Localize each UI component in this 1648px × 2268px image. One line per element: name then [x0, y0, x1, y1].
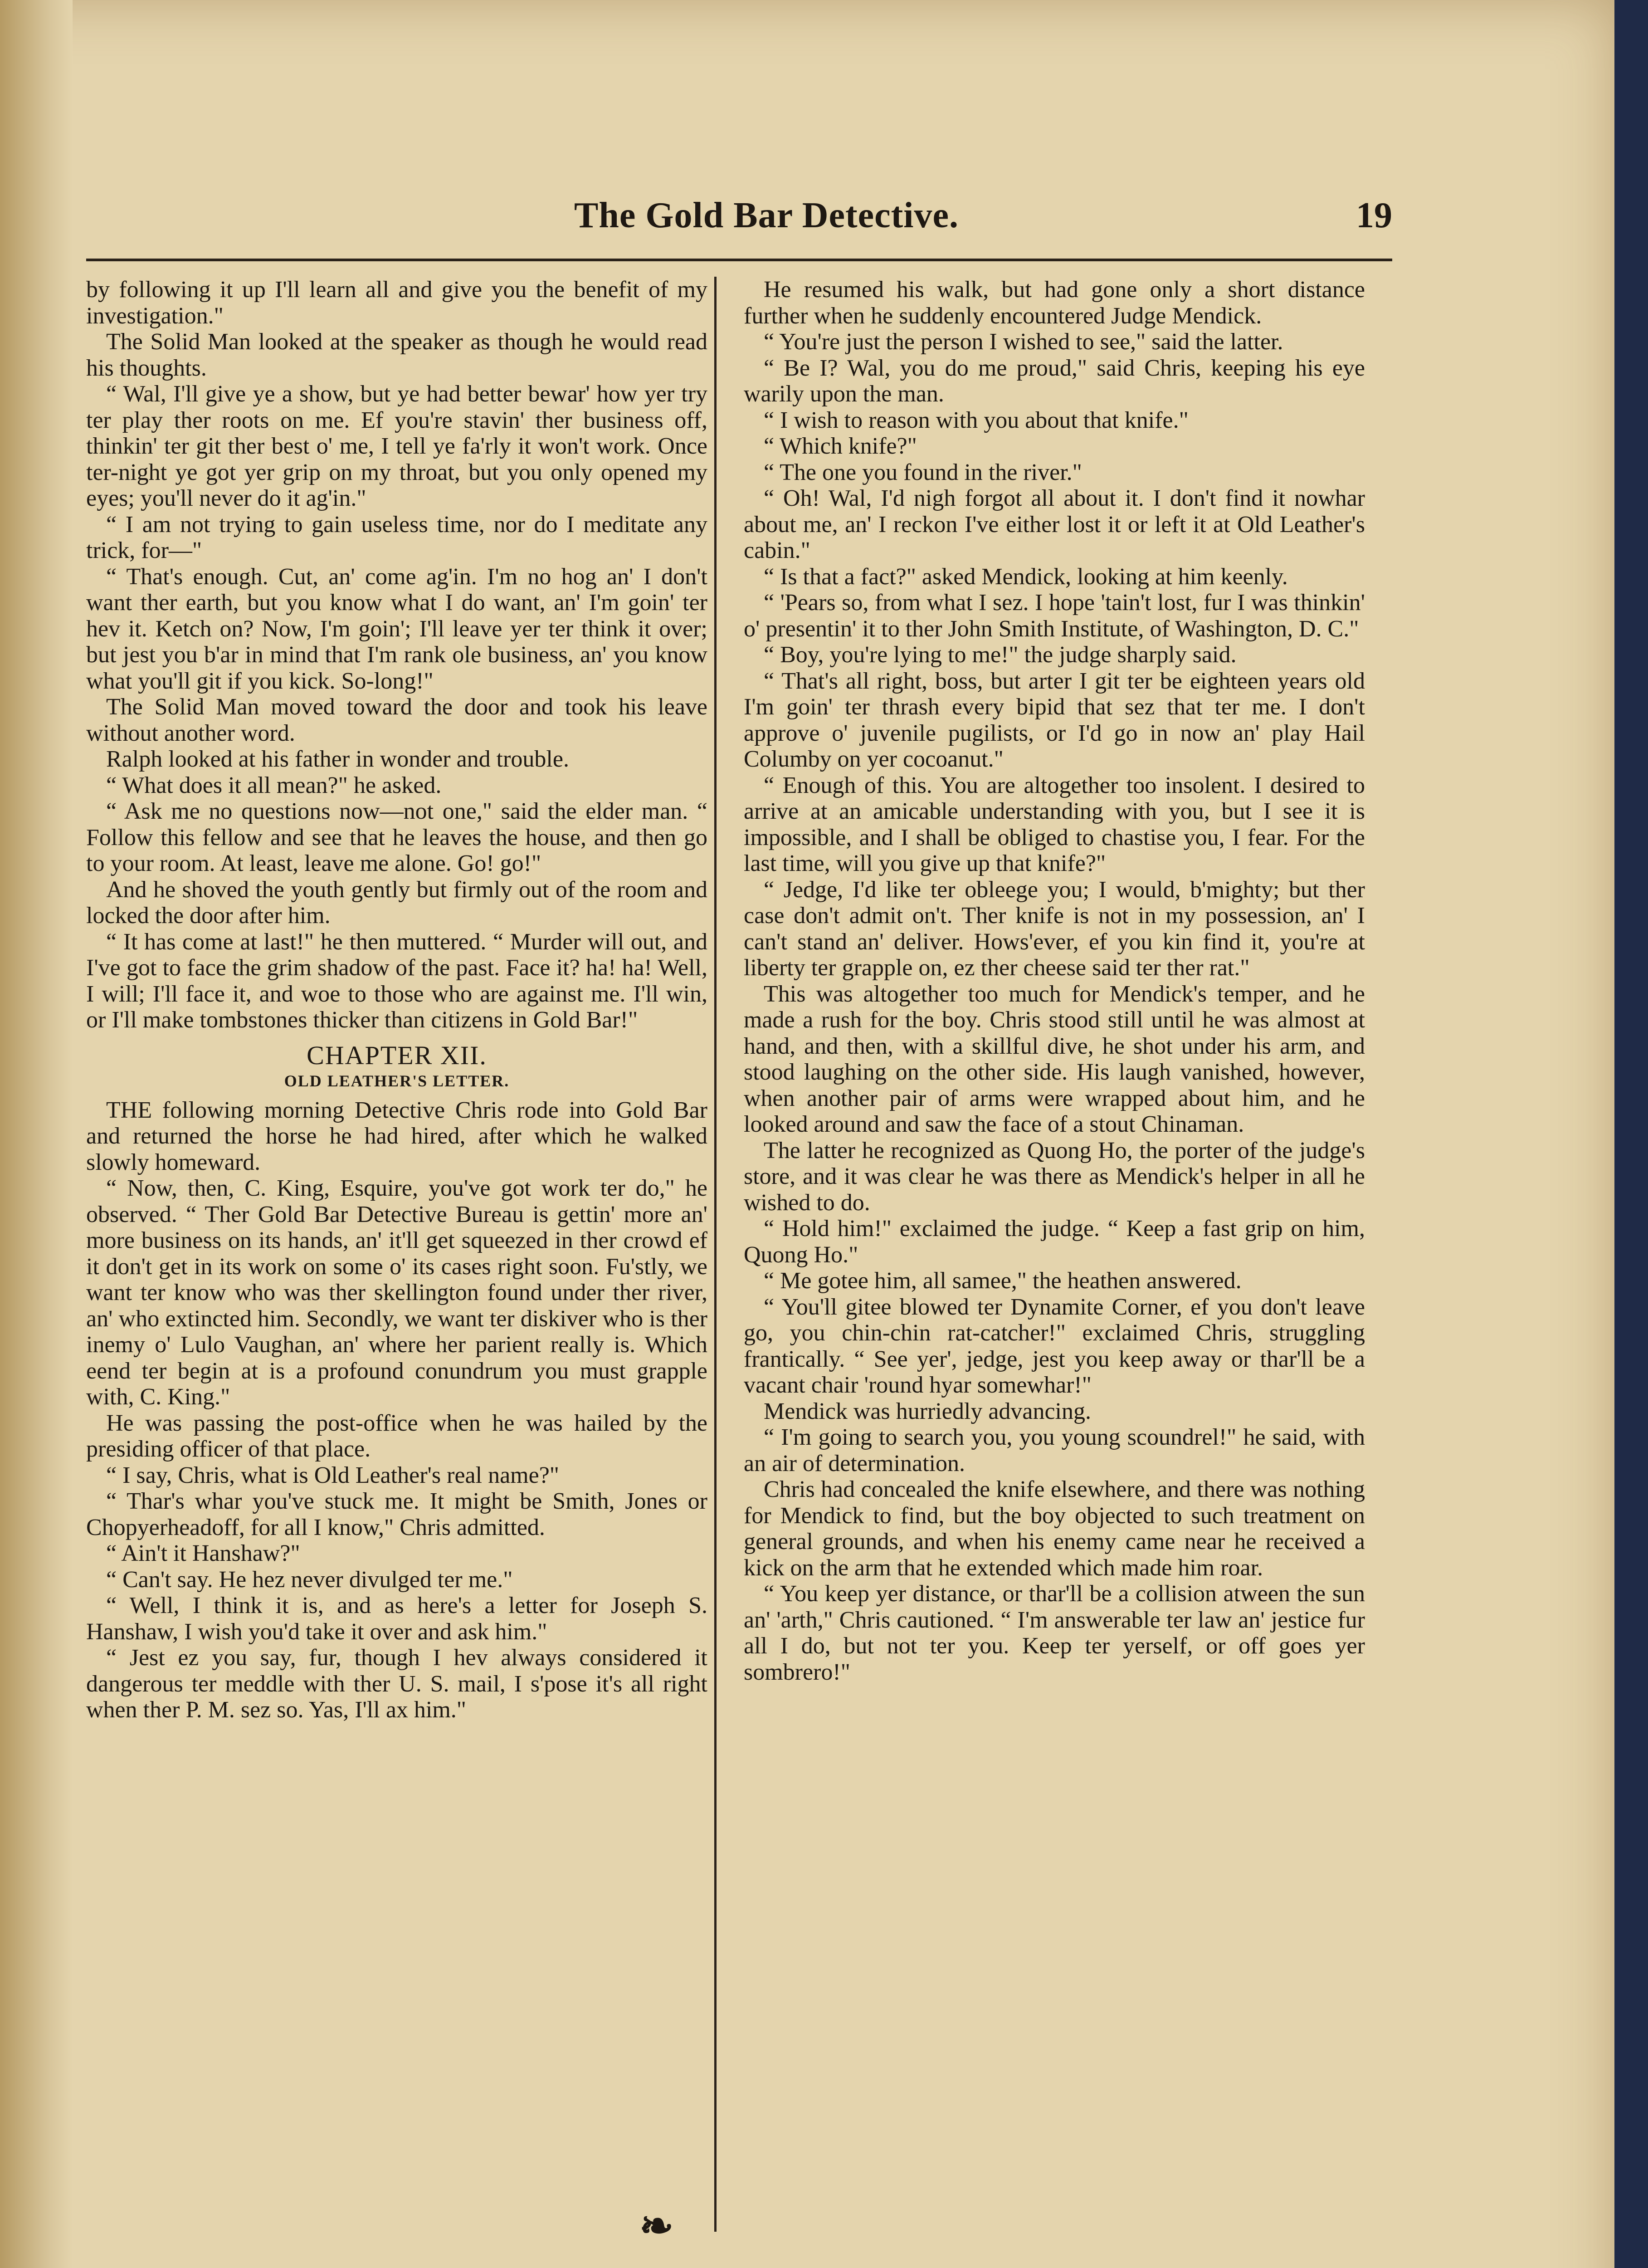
paragraph: Ralph looked at his father in wonder and trouble.: [106, 746, 569, 772]
paragraph: “ Jest ez you say, fur, though I hev always considered it dangerous ter meddle with ther U. S. mail, I s'pose it's all right when ther P. M. sez so. Yas, I'll ax him.": [86, 1645, 707, 1723]
paragraph: “ Wal, I'll give ye a show, but ye had better bewar' how yer try ter play ther roots on me. Ef you're stavin' ther business off, thinkin' ter git ther best o' me, I tell ye fa'rly it won't work. Once ter-night ye got yer grip on my throat, but you only opened my eyes; you'll never do it ag'in.": [86, 381, 707, 511]
paragraph: by following it up I'll learn all and give you the benefit of my investigation.": [86, 277, 707, 329]
paragraph: Chris had concealed the knife elsewhere, and there was nothing for Mendick to find, but the boy objected to such treatment on general grounds, and when his enemy came near he received a kick on the arm that he extended which made him roar.: [744, 1476, 1365, 1581]
paragraph: “ 'Pears so, from what I sez. I hope 'tain't lost, fur I was thinkin' o' presentin' it to ther John Smith Institute, of Washington, D. C.": [744, 590, 1365, 642]
paragraph: “ Be I? Wal, you do me proud," said Chris, keeping his eye warily upon the man.: [744, 355, 1365, 407]
paragraph: “ Now, then, C. King, Esquire, you've got work ter do," he observed. “ Ther Gold Bar Detective Bureau is gettin' more an' more business on its hands, an' it'll get squeezed in ther crowd ef it don't get in its work on some o' its cases right soon. Fu'stly, we want ter know who was ther skellington found under ther river, an' who extincted him. Secondly, we want ter diskiver who is ther inemy o' Lulo Vaughan, an' where her parient really is. Which eend ter begin at is a profound conundrum you must grapple with, C. King.": [86, 1175, 707, 1410]
paragraph: This was altogether too much for Mendick's temper, and he made a rush for the boy. Chris stood still until he was almost at hand, and then, with a skillful dive, he shot under his arm, and stood laughing on the other side. His laugh vanished, however, when another pair of arms were wrapped about him, and he looked around and saw the face of a stout Chinaman.: [744, 981, 1365, 1137]
right-column: [744, 277, 1365, 1685]
page-title: The Gold Bar Detective.: [574, 196, 959, 235]
paragraph: “ Which knife?": [764, 433, 917, 459]
paragraph: THE following morning Detective Chris rode into Gold Bar and returned the horse he had hired, after which he walked slowly homeward.: [86, 1097, 707, 1175]
paragraph: “ Enough of this. You are altogether too insolent. I desired to arrive at an amicable understanding with you, but I see it is impossible, and I shall be obliged to chastise you, I fear. For the last time, will you give up that knife?": [744, 772, 1365, 876]
left-column: [86, 277, 707, 1723]
paragraph: “ I'm going to search you, you young scoundrel!" he said, with an air of determination.: [744, 1424, 1365, 1476]
left-column-paragraphs: [86, 277, 707, 1033]
chapter-title: CHAPTER XII.: [307, 1040, 487, 1070]
paragraph: “ Well, I think it is, and as here's a letter for Joseph S. Hanshaw, I wish you'd take it over and ask him.": [86, 1593, 707, 1645]
chapter-subtitle: OLD LEATHER'S LETTER.: [284, 1072, 510, 1090]
paragraph: “ It has come at last!" he then muttered. “ Murder will out, and I've got to face the grim shadow of the past. Face it? ha! ha! Well, I will; I'll face it, and woe to those who are against me. I'll win, or I'll make tombstones thicker than citizens in Gold Bar!": [86, 929, 707, 1033]
paragraph: “ Hold him!" exclaimed the judge. “ Keep a fast grip on him, Quong Ho.": [744, 1216, 1365, 1268]
paragraph: “ What does it all mean?" he asked.: [106, 772, 442, 798]
header-rule: [86, 259, 1392, 261]
paragraph: And he shoved the youth gently but firmly out of the room and locked the door after him.: [86, 876, 707, 929]
paragraph: “ You'll gitee blowed ter Dynamite Corner, ef you don't leave go, you chin-chin rat-catcher!" exclaimed Chris, struggling frantically. “ See yer', jedge, jest you keep away or thar'll be a vacant chair 'round hyar somewhar!": [744, 1294, 1365, 1398]
paragraph: Mendick was hurriedly advancing.: [764, 1398, 1092, 1424]
end-ornament-icon: ❧: [639, 2204, 674, 2249]
paragraph: “ Ask me no questions now—not one," said the elder man. “ Follow this fellow and see that he leaves the house, and then go to your room. At least, leave me alone. Go! go!": [86, 798, 707, 876]
paragraph: “ I say, Chris, what is Old Leather's real name?": [106, 1462, 559, 1488]
paragraph: The Solid Man looked at the speaker as though he would read his thoughts.: [86, 329, 707, 381]
left-column-chapter-paragraphs: [86, 1097, 707, 1723]
paragraph: The Solid Man moved toward the door and took his leave without another word.: [86, 694, 707, 746]
page-spine: [0, 0, 73, 2268]
paragraph: “ You're just the person I wished to see," said the latter.: [764, 329, 1283, 355]
paragraph: “ The one you found in the river.": [764, 459, 1082, 485]
paragraph: “ That's all right, boss, but arter I git ter be eighteen years old I'm goin' ter thrash every bipid that sez that ter me. I don't approve o' juvenile pugilists, or I'd go in now an' play Hail Columby on yer cocoanut.": [744, 668, 1365, 772]
paragraph: “ Is that a fact?" asked Mendick, looking at him keenly.: [764, 563, 1288, 590]
paragraph: “ I am not trying to gain useless time, nor do I meditate any trick, for—": [86, 511, 707, 563]
paragraph: “ That's enough. Cut, an' come ag'in. I'm no hog an' I don't want ther earth, but you know what I do want, an' I'm goin' ter hev it. Ketch on? Now, I'm goin'; I'll leave yer ter think it over; but jest you b'ar in mind that I'm rank ole business, an' you know what you'll git if you kick. So-long!": [86, 563, 707, 694]
paragraph: “ Ain't it Hanshaw?": [106, 1540, 300, 1566]
column-divider: [714, 277, 717, 2232]
paragraph: “ Me gotee him, all samee," the heathen answered.: [764, 1268, 1242, 1294]
paragraph: “ Can't say. He hez never divulged ter me.": [106, 1566, 513, 1593]
paragraph: He resumed his walk, but had gone only a short distance further when he suddenly encountered Judge Mendick.: [744, 277, 1365, 329]
paragraph: He was passing the post-office when he was hailed by the presiding officer of that place.: [86, 1410, 707, 1462]
right-column-paragraphs: [744, 277, 1365, 1685]
paragraph: “ Boy, you're lying to me!" the judge sharply said.: [764, 642, 1237, 668]
paragraph: “ Jedge, I'd like ter obleege you; I would, b'mighty; but ther case don't admit on't. Ther knife is not in my possession, an' I can't stand an' deliver. Hows'ever, ef you kin find it, you're at liberty ter grapple on, ez ther cheese said ter ther rat.": [744, 876, 1365, 981]
paragraph: “ You keep yer distance, or thar'll be a collision atween the sun an' 'arth," Chris cautioned. “ I'm answerable ter law an' jestice fur all I do, but not ter you. Keep ter yerself, or off goes yer sombrero!": [744, 1581, 1365, 1685]
paragraph: “ I wish to reason with you about that knife.": [764, 407, 1189, 433]
paragraph: “ Thar's whar you've stuck me. It might be Smith, Jones or Chopyerheadoff, for all I know," Chris admitted.: [86, 1488, 707, 1540]
page-number: 19: [1356, 196, 1392, 235]
page-header: [86, 195, 1392, 245]
paragraph: “ Oh! Wal, I'd nigh forgot all about it. I don't find it nowhar about me, an' I reckon I've either lost it or left it at Old Leather's cabin.": [744, 485, 1365, 563]
paragraph: The latter he recognized as Quong Ho, the porter of the judge's store, and it was clear he was there as Mendick's helper in all he wished to do.: [744, 1137, 1365, 1216]
